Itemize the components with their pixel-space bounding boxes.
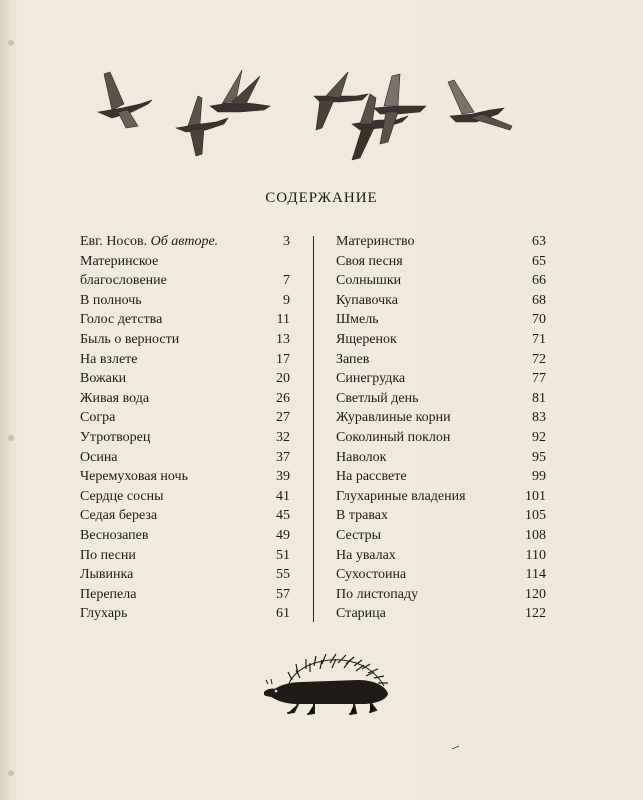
toc-entry — [80, 585, 290, 605]
toc-title: Перепела — [80, 586, 137, 602]
toc-title: Утротворец — [80, 429, 151, 445]
toc-entry — [80, 448, 290, 468]
toc-title: Своя песня — [336, 253, 403, 269]
toc-title: Ящеренок — [336, 331, 397, 347]
toc-title: Солнышки — [336, 273, 402, 289]
toc-title: Черемуховая ночь — [80, 469, 188, 485]
toc-title: Вожаки — [80, 371, 127, 387]
toc-entry — [336, 271, 546, 291]
toc-title: Синегрудка — [336, 371, 406, 387]
toc-title: Сухостоина — [336, 567, 407, 583]
toc-page-number: 77 — [532, 371, 546, 387]
toc-title: В травах — [336, 508, 388, 524]
toc-page-number: 26 — [276, 390, 290, 406]
toc-entry — [336, 330, 546, 350]
spine-hole — [8, 770, 14, 776]
toc-page-number: 120 — [525, 586, 546, 602]
toc-page-number: 41 — [276, 488, 290, 504]
toc-title: В полночь — [80, 292, 142, 308]
toc-entry — [80, 232, 290, 252]
toc-page-number: 45 — [276, 508, 290, 524]
goose-illustration — [314, 72, 368, 130]
toc-entry — [80, 526, 290, 546]
toc-entry — [80, 330, 290, 350]
toc-column-right — [336, 232, 546, 624]
toc-title: Живая вода — [80, 390, 150, 406]
toc-page-number: 92 — [532, 429, 546, 445]
column-divider — [313, 236, 314, 622]
toc-title: Материнское благословение — [80, 253, 167, 289]
toc-title: Старица — [336, 606, 386, 622]
toc-title: По листопаду — [336, 586, 419, 602]
toc-entry — [336, 604, 546, 624]
toc-entry — [336, 369, 546, 389]
toc-title: Глухарь — [80, 606, 128, 622]
toc-page-number: 37 — [276, 449, 290, 465]
toc-page-number: 49 — [276, 527, 290, 543]
toc-entry — [336, 546, 546, 566]
toc-page-number: 39 — [276, 469, 290, 485]
toc-entry — [336, 310, 546, 330]
toc-entry — [336, 350, 546, 370]
toc-page-number: 114 — [525, 567, 546, 583]
toc-page-number: 66 — [532, 273, 546, 289]
toc-page-number: 71 — [532, 331, 546, 347]
toc-page-number: 9 — [283, 292, 290, 308]
goose-illustration — [352, 94, 408, 160]
toc-title-italic: Об авторе. — [150, 234, 219, 249]
toc-title: Наволок — [336, 449, 387, 465]
toc-title: Быль о верности — [80, 331, 180, 347]
toc-page-number: 27 — [276, 410, 290, 426]
toc-page-number: 11 — [276, 312, 290, 328]
toc-entry — [336, 526, 546, 546]
toc-title: Евг. Носов. — [80, 234, 151, 249]
toc-page-number: 51 — [276, 547, 290, 563]
goose-illustration — [448, 80, 512, 130]
toc-entry — [80, 506, 290, 526]
toc-entry — [336, 487, 546, 507]
pencil-mark — [452, 745, 460, 750]
toc-entry — [336, 389, 546, 409]
toc-entry — [80, 252, 290, 291]
toc-title: На увалах — [336, 547, 396, 563]
toc-entry — [80, 565, 290, 585]
toc-entry — [336, 232, 546, 252]
hedgehog-illustration — [258, 650, 398, 720]
toc-column-left — [80, 232, 290, 624]
toc-page-number: 55 — [276, 567, 290, 583]
goose-illustration — [210, 70, 270, 112]
toc-page-number: 3 — [283, 234, 290, 249]
toc-page-number: 63 — [532, 234, 546, 249]
toc-page-number: 81 — [532, 390, 546, 406]
toc-title: Согра — [80, 410, 116, 426]
toc-page-number: 72 — [532, 351, 546, 367]
toc-entry — [80, 604, 290, 624]
spine-hole — [8, 435, 14, 441]
toc-title: Сестры — [336, 527, 381, 543]
toc-entry — [80, 546, 290, 566]
toc-entry — [80, 291, 290, 311]
toc-entry — [336, 448, 546, 468]
toc-entry — [336, 428, 546, 448]
toc-title: На рассвете — [336, 469, 407, 485]
toc-page-number: 110 — [525, 547, 546, 563]
toc-page-number: 13 — [276, 331, 290, 347]
toc-title: Светлый день — [336, 390, 419, 406]
toc-page-number: 17 — [276, 351, 290, 367]
flying-geese-illustration — [0, 0, 643, 180]
toc-title: Запев — [336, 351, 370, 367]
toc-title: Сердце сосны — [80, 488, 164, 504]
toc-entry — [336, 565, 546, 585]
toc-entry — [80, 428, 290, 448]
toc-entry — [80, 310, 290, 330]
toc-entry — [80, 369, 290, 389]
toc-entry — [336, 467, 546, 487]
toc-page-number: 65 — [532, 253, 546, 269]
toc-page-number: 70 — [532, 312, 546, 328]
toc-entry — [336, 252, 546, 272]
toc-title: Голос детства — [80, 312, 163, 328]
toc-title: Глухариные владения — [336, 488, 466, 504]
toc-page-number: 122 — [525, 606, 546, 622]
toc-title: Лывинка — [80, 567, 134, 583]
goose-illustration — [374, 74, 426, 144]
toc-entry — [336, 506, 546, 526]
toc-page-number: 57 — [276, 586, 290, 602]
toc-title: Журавлиные корни — [336, 410, 451, 426]
toc-entry — [80, 408, 290, 428]
toc-page-number: 95 — [532, 449, 546, 465]
toc-page-number: 61 — [276, 606, 290, 622]
toc-page-number: 83 — [532, 410, 546, 426]
toc-title: Веснозапев — [80, 527, 149, 543]
toc-title: По песни — [80, 547, 136, 563]
toc-page-number: 105 — [525, 508, 546, 524]
toc-page-number: 20 — [276, 371, 290, 387]
toc-title: Материнство — [336, 234, 415, 249]
toc-page-number: 101 — [525, 488, 546, 504]
toc-entry — [80, 467, 290, 487]
goose-illustration — [98, 72, 152, 128]
toc-entry — [80, 389, 290, 409]
toc-title: Шмель — [336, 312, 379, 328]
toc-entry — [336, 585, 546, 605]
toc-entry — [80, 350, 290, 370]
toc-title: Купавочка — [336, 292, 398, 308]
toc-entry — [336, 408, 546, 428]
toc-page-number: 108 — [525, 527, 546, 543]
toc-entry — [80, 487, 290, 507]
toc-title: Осина — [80, 449, 118, 465]
toc-page-number: 99 — [532, 469, 546, 485]
toc-heading: СОДЕРЖАНИЕ — [265, 190, 378, 206]
toc-page-number: 32 — [276, 429, 290, 445]
toc-page-number: 68 — [532, 292, 546, 308]
toc-title: На взлете — [80, 351, 138, 367]
toc-page-number: 7 — [283, 273, 290, 289]
toc-entry — [336, 291, 546, 311]
toc-title: Седая береза — [80, 508, 158, 524]
toc-title: Соколиный поклон — [336, 429, 451, 445]
